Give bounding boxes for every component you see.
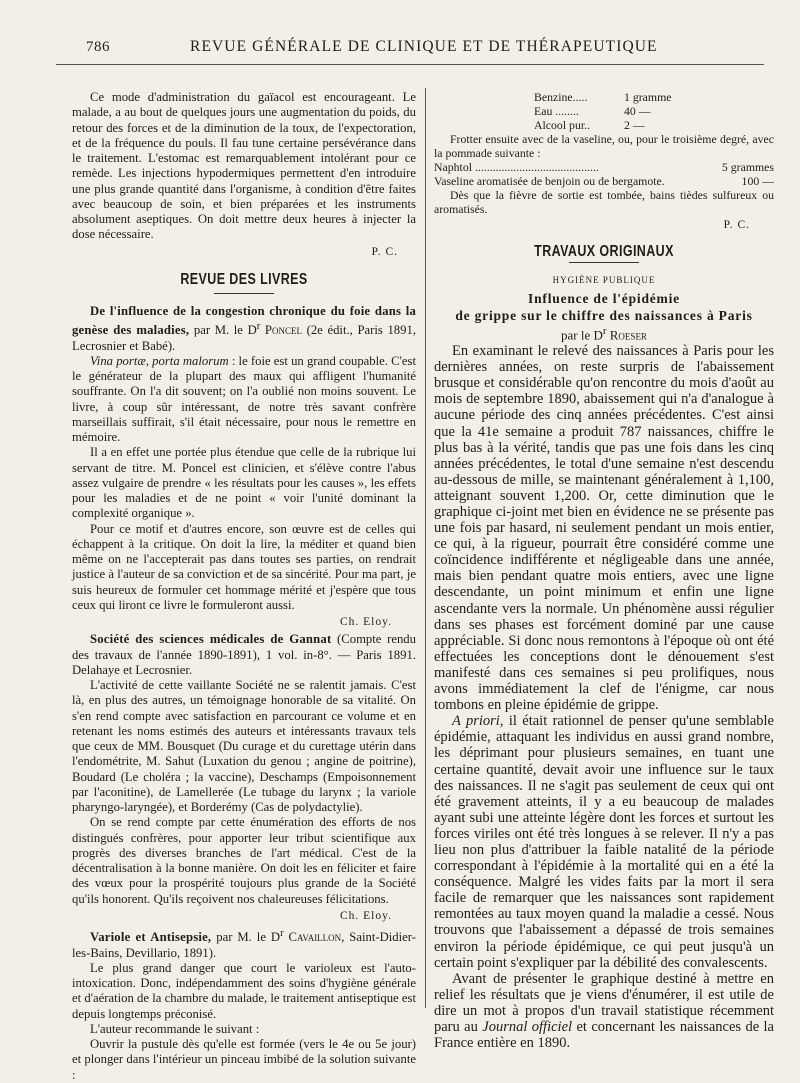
review-2-publication: (Compte rendu des travaux de l'année 1890-1891), 1 vol. in-8°. — Paris 1891. Delahaye et Lecrosnier. [72, 632, 416, 677]
review-1-paragraph-1 [72, 354, 416, 446]
review-1-paragraph-2: Il a en effet une portée plus étendue que celle de la rubrique lui servant de titre. M. Poncel est clinicien, et s'élève contre l'abus assez vulgaire de prendre « les résultats pour les causes », les effets pour les maladies et de ne point « voir l'unité dominant la complexité organique ». [72, 445, 416, 521]
review-3-paragraph-1: Le plus grand danger que court le varioleux est l'auto-intoxication. Donc, indépendamment des soins d'hygiène générale et d'aération de la chambre du malade, le traitement antiseptique est depuis longtemps préconisé. [72, 960, 416, 1021]
review-3-byline: par M. le D [211, 930, 281, 945]
review-1-title: De l'influence de la congestion chronique du foie dans la genèse des maladies, [72, 304, 416, 338]
page-number: 786 [86, 39, 110, 55]
section-underline [569, 262, 639, 263]
review-3-author: Cavaillon [288, 930, 342, 945]
journal-name: Journal officiel [482, 1019, 573, 1036]
superscript: r [256, 321, 261, 333]
review-1-signature: Ch. Eloy. [339, 616, 392, 629]
recipe-line [434, 160, 774, 174]
prescription-block [434, 90, 774, 232]
review-2-heading [72, 632, 416, 678]
recipe-item: Eau ........ [534, 104, 579, 118]
review-1-author: Poncel [264, 323, 302, 338]
review-3-paragraph-3: Ouvrir la pustule dès qu'elle est formée (vers le 4e ou 5e jour) et plonger dans l'intérieur un pinceau imbibé de la solution suivante : [72, 1037, 416, 1082]
review-3-publication: , Saint-Didier-les-Bains, Devillario, 1891). [72, 930, 416, 960]
recipe-after: Dès que la fièvre de sortie est tombée, bains tièdes sulfureux ou aromatisés. [434, 188, 774, 216]
recipe-item: Vaseline aromatisée de benjoin ou de bergamote. [434, 174, 665, 188]
recipe-signature: P. C. [723, 219, 750, 231]
section-title: TRAVAUX ORIGINAUX [534, 242, 674, 260]
recipe-qty: 40 — [624, 104, 651, 118]
article-paragraph-3 [434, 971, 774, 1051]
section-underline [214, 293, 274, 294]
review-1-byline: par M. le D [189, 323, 257, 338]
recipe-item: Naphtol .......................................... [434, 160, 599, 174]
recipe-line [434, 174, 774, 188]
review-3-paragraph-2: L'auteur recommande le suivant : [90, 1021, 260, 1036]
right-column [434, 90, 774, 1051]
article-text-3b: et concernant les naissances de la France entière en 1890. [434, 1019, 774, 1052]
article-text-2: , il était rationnel de penser qu'une semblable épidémie, attaquant les individus en aussi grand nombre, les déprimant pour plusieurs semaines, en tuant une certaine quantité, devait avoir une influence sur le taux des naissances. Il ne s'agit pas seulement de ceux qui ont été gravement atteints, il y a eu beaucoup de malades ayant subi une atteinte légère dont les forces et surtout les forces viriles ont été très longues à se relever. Il n'y a pas lieu non plus d'attribuer la faible natalité de la période correspondant à l'épidémie à la mortalité qui en a été la conséquence. Malgré les vides faits par la mort il sera facile de remarquer que les naissances sont rapidement remontées au taux moyen quand la maladie a cessé. Nous trouvons que l'abaissement a dépassé de trois semaines environ la période épidémique, ce qui peut jusqu'à un certain point s'expliquer par la débilité des convalescents. [434, 713, 774, 971]
review-1-paragraph-3: Pour ce motif et d'autres encore, son œuvre est de celles qui échappent à la critique. On doit la lire, la méditer et quand bien même on ne l'accepterait pas dans toutes ses parties, on rendrait justice à l'auteur de sa conviction et de sa sincérité. Pour ma part, je suis heureux de formuler cet hommage mérité et j'espère que tous ceux qui liront ce livre le formuleront aussi. [72, 521, 416, 612]
latin-phrase: A priori [452, 713, 500, 730]
running-title: REVUE GÉNÉRALE DE CLINIQUE ET DE THÉRAPEUTIQUE [190, 38, 658, 55]
recipe-line [434, 90, 774, 104]
review-2-title: Société des sciences médicales de Gannat [90, 632, 332, 647]
superscript: r [602, 324, 607, 337]
recipe-line [434, 118, 774, 132]
recipe-qty: 5 grammes [721, 160, 774, 174]
review-1-text-1: : le foie est un grand coupable. C'est le générateur de la plupart des maux qui affligent l'humanité souffrante. On l'a dit souvent; on l'a oublié non moins souvent. Le livre, à coup sûr intéressant, de notre très savant confrère marseillais suffirait, s'il était nécessaire, pour nous le remettre en mémoire. [72, 353, 416, 445]
article-text-3a: Avant de présenter le graphique destiné à mettre en relief les résultats que je viens d'énumérer, il est utile de dire un mot à propos d'un travail statistique récemment paru au [434, 970, 774, 1036]
recipe-instruction: Frotter ensuite avec de la vaseline, ou, pour le troisième degré, avec la pommade suivante : [434, 132, 774, 160]
page-header [56, 34, 764, 65]
article-byline [434, 324, 774, 343]
review-1-publication: (2e édit., Paris 1891, Lecrosnier et Babé). [72, 323, 417, 353]
article-title-line-1: Influence de l'épidémie [528, 290, 680, 306]
article-title-line-2: de grippe sur le chiffre des naissances à Paris [455, 307, 753, 323]
left-column [72, 90, 416, 1083]
section-travaux-originaux [434, 244, 774, 263]
latin-quote: Vina portæ, porta malorum [90, 353, 229, 368]
intro-paragraph: Ce mode d'administration du gaïacol est encourageant. Le malade, a au bout de quelques jours une augmentation du poids, du retour des forces et de la diminution de la toux, de l'expectoration, et de la fréquence du pouls. Il fau tune certaine persévérance dans le traitement. L'estomac est remarquablement intolérant pour ce remède. Les injections hypodermiques permettent d'en introduire une plus grande quantité dans l'organisme, à condition d'être faites avec beaucoup de soin, et bien préparées et les instruments absolument aseptiques. On doit mettre deux heures à injecter la dose nécessaire. [72, 90, 416, 242]
recipe-item: Benzine..... [534, 90, 588, 104]
column-rule [425, 88, 426, 1008]
recipe-qty: 100 — [741, 174, 774, 188]
recipe-line [434, 104, 774, 118]
article-paragraph-2 [434, 713, 774, 971]
review-1-heading [72, 304, 416, 354]
review-3-title: Variole et Antisepsie, [90, 930, 212, 945]
intro-signature: P. C. [371, 245, 398, 258]
recipe-item: Alcool pur.. [534, 118, 591, 132]
article-paragraph-1: En examinant le relevé des naissances à Paris pour les dernières années, on reste surpris de l'abaissement brusque et considérable qu'on rencontre du mois d'août au mois de septembre 1890, abaissement qui n'a d'analogue à aucune période des cinq années précédentes. C'est ainsi que la 41e semaine a produit 787 naissances, chiffre le plus bas à la vérité, tandis que pas une fois dans les cinq années précédentes, le total d'une semaine n'est descendu au-dessous de mille, se maintenant généralement à 1,100, atteignant souvent 1,200. Or, cette diminution que le graphique ci-joint met bien en évidence ne se présente pas une fois par hasard, ni seulement pendant un mois entier, ce qui, à la rigueur, pourrait être considéré comme une coïncidence indifférente et négligeable dans une année, mais bien pendant quatre mois entiers, avec une ligne descendante, un point minimum et enfin une ligne ascendante vers la normale. Un phénomène aussi régulier dans ses phases est forcément dominé par une cause appréciable. Si donc nous remontons à l'époque où ont été effectuées les conceptions dont le dénouement s'est manifesté dans ces semaines si peu prolifiques, nous avons immédiatement la clef de l'énigme, car nous tombons en pleine épidémie de grippe. [434, 343, 774, 714]
recipe-qty: 1 gramme [624, 90, 672, 104]
section-title: REVUE DES LIVRES [180, 269, 308, 288]
review-3-heading [72, 926, 416, 961]
article-body [434, 343, 774, 1051]
review-2-signature: Ch. Eloy. [339, 909, 392, 922]
review-2-paragraph-2: On se rend compte par cette énumération des efforts de nos distingués confrères, pour apporter leur tribut scientifique aux progrès des diverses branches de l'art médical. C'est de la décentralisation à la bonne manière. On doit les en féliciter et faire des vœux pour la prospérité toujours plus grande de la Société qu'ils honorent. Qu'ils reçoivent nos chaleureuses félicitations. [72, 815, 416, 906]
review-2-paragraph-1: L'activité de cette vaillante Société ne se ralentit jamais. C'est là, en plus des autres, un témoignage honorable de sa vitalité. On s'en rend compte avec satisfaction en parcourant ce volume et en retenant les noms estimés des auteurs et intéressants travaux tels que ceux de MM. Bousquet (Du curage et du curettage utérin dans l'endométrite, M. Sahut (Luxation du genou ; angine de poitrine), Boudard (Le choléra ; la vaccine), Deschamps (Empoisonnement par l'aconitine), de Lamellerée (Le tubage du larynx ; la variole pharyngo-laryngée), et Borderémy (Cas de polydactylie). [72, 678, 416, 815]
byline-author: Roeser [609, 326, 647, 342]
superscript: r [280, 928, 284, 940]
recipe-qty: 2 — [624, 118, 645, 132]
section-revue-des-livres [72, 269, 416, 294]
subsection-label: HYGIÈNE PUBLIQUE [552, 275, 656, 286]
byline-prefix: par le D [561, 326, 603, 342]
